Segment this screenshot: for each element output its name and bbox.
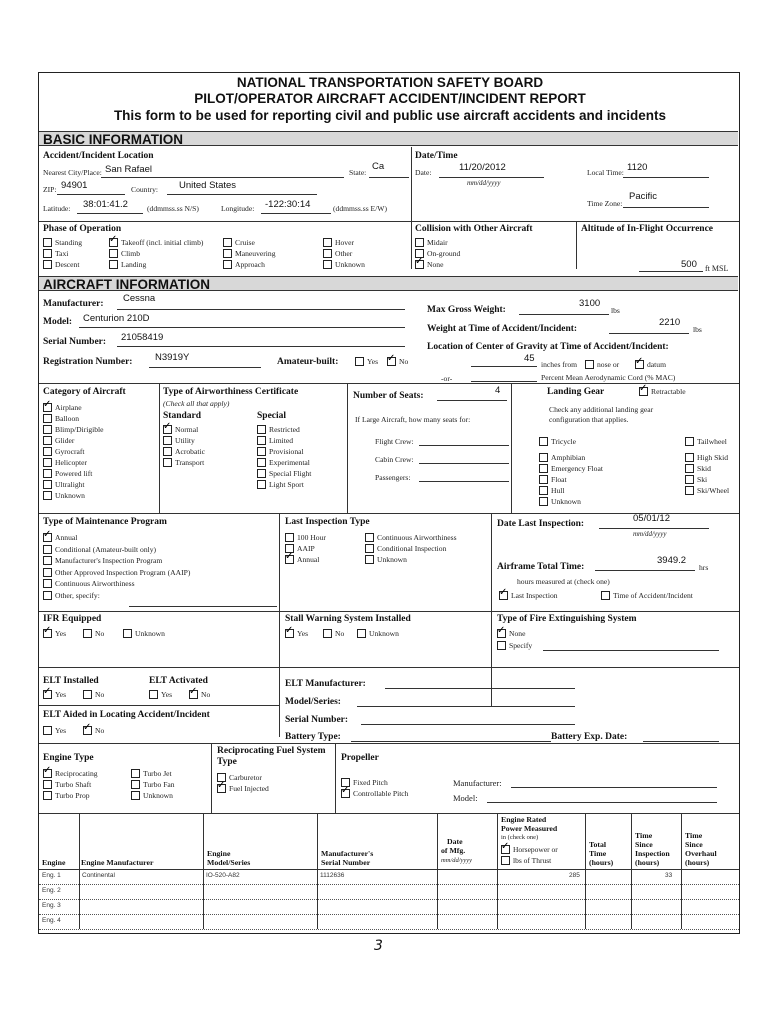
engine-turbo-jet-checkbox[interactable]: Turbo Jet: [131, 769, 172, 778]
page-number: 3: [374, 938, 383, 954]
gear-skid-checkbox[interactable]: Skid: [685, 464, 711, 473]
engine-turbo-fan-checkbox[interactable]: Turbo Fan: [131, 780, 175, 789]
divider-date-insp: [491, 513, 492, 707]
phase-climb-checkbox[interactable]: Climb: [109, 249, 140, 258]
maint-other-approved-inspection-program-aaip-checkbox[interactable]: Other Approved Inspection Program (AAIP): [43, 568, 190, 577]
gear-ski-wheel-checkbox[interactable]: Ski/Wheel: [685, 486, 729, 495]
last-insp-heading: Last Inspection Type: [285, 517, 370, 527]
gear-float-checkbox[interactable]: Float: [539, 475, 567, 484]
weight-value[interactable]: 2210: [659, 317, 681, 328]
localtime-value[interactable]: 1120: [627, 162, 648, 173]
category-unknown-checkbox[interactable]: Unknown: [43, 491, 85, 500]
phase-takeoff-incl-initial-climb-checkbox[interactable]: ✓ Takeoff (incl. initial climb): [109, 238, 203, 247]
engine-turbo-shaft-checkbox[interactable]: Turbo Shaft: [43, 780, 91, 789]
divider-elt-aided: [39, 705, 279, 706]
cg-or: -or-: [441, 374, 453, 383]
special-heading: Special: [257, 411, 287, 421]
last-insp-unknown-checkbox[interactable]: Unknown: [365, 555, 407, 564]
divider-gear: [511, 383, 512, 513]
altitude-unit: ft MSL: [705, 264, 729, 273]
large-aircraft-label: If Large Aircraft, how many seats for:: [355, 415, 471, 424]
th-date-3: mm/dd/yyyy: [441, 857, 473, 864]
cg-from: inches from: [541, 360, 578, 369]
fire-heading: Type of Fire Extinguishing System: [497, 614, 637, 624]
gear-ski-checkbox[interactable]: Ski: [685, 475, 707, 484]
serial-label: Serial Number:: [43, 337, 107, 347]
seats-value[interactable]: 4: [495, 385, 501, 396]
special-provisional-checkbox[interactable]: Provisional: [257, 447, 304, 456]
th-model-1: Engine: [207, 849, 231, 858]
manufacturer-line: [117, 309, 405, 310]
table-cell-model[interactable]: IO-520-A82: [206, 872, 240, 879]
divider-fuel: [211, 743, 212, 813]
lat-value[interactable]: 38:01:41.2: [83, 199, 128, 210]
fire-none-checkbox[interactable]: ✓ None: [497, 629, 525, 638]
category-balloon-checkbox[interactable]: Balloon: [43, 414, 79, 423]
cg-line: [471, 366, 537, 367]
gear-amphibian-checkbox[interactable]: Amphibian: [539, 453, 585, 462]
maint-other-line: [129, 606, 277, 607]
maint-annual-checkbox[interactable]: ✓ Annual: [43, 533, 77, 542]
tz-value[interactable]: Pacific: [629, 191, 657, 202]
weight-unit: lbs: [693, 325, 702, 334]
prop-fixed-pitch-checkbox[interactable]: Fixed Pitch: [341, 778, 388, 787]
date-hint: mm/dd/yyyy: [467, 179, 501, 187]
model-line: [79, 327, 405, 328]
lon-value[interactable]: -122:30:14: [265, 199, 311, 210]
table-cell-mfr[interactable]: Continental: [82, 872, 115, 879]
th-date-1: Date: [447, 837, 463, 846]
th-tso-1: Time: [685, 831, 703, 840]
date-insp-label: Date Last Inspection:: [497, 519, 585, 529]
maint-manufacturer-s-inspection-program-checkbox[interactable]: Manufacturer's Inspection Program: [43, 556, 162, 565]
maint-conditional-amateur-built-only-checkbox[interactable]: Conditional (Amateur-built only): [43, 545, 156, 554]
phase-cruise-checkbox[interactable]: Cruise: [223, 238, 255, 247]
prop-model-line: [487, 802, 717, 803]
stall-no-checkbox[interactable]: No: [323, 629, 344, 638]
altitude-line: [639, 271, 703, 272]
elt-activated-heading: ELT Activated: [149, 676, 208, 686]
th-tso-3: Overhaul: [685, 849, 717, 858]
tz-label: Time Zone:: [587, 199, 623, 208]
elt-aided-yes-checkbox[interactable]: Yes: [43, 726, 66, 735]
lat-line: [77, 213, 143, 214]
report-form: [38, 72, 740, 934]
table-row-line: [39, 914, 739, 915]
localtime-line: [623, 177, 709, 178]
airworth-heading: Type of Airworthiness Certificate: [163, 387, 299, 397]
standard-utility-checkbox[interactable]: Utility: [163, 436, 195, 445]
table-cell-eng: Eng. 4: [42, 917, 61, 924]
prop-controllable-pitch-checkbox[interactable]: ✓ Controllable Pitch: [341, 789, 408, 798]
altitude-value[interactable]: 500: [681, 259, 697, 270]
table-cell-eng: Eng. 1: [42, 872, 61, 879]
th-serial-1: Manufacturer's: [321, 849, 374, 858]
elt-activated-no-checkbox[interactable]: ✓ No: [189, 690, 210, 699]
th-tsi-1: Time: [635, 831, 653, 840]
category-gyrocraft-checkbox[interactable]: Gyrocraft: [43, 447, 85, 456]
table-cell-eng: Eng. 2: [42, 887, 61, 894]
divider-engine: [39, 743, 739, 744]
date-insp-hint: mm/dd/yyyy: [633, 530, 667, 538]
ifr-unknown-checkbox[interactable]: Unknown: [123, 629, 165, 638]
last-insp-100-hour-checkbox[interactable]: 100 Hour: [285, 533, 326, 542]
fuel-heading: Reciprocating Fuel System Type: [217, 746, 326, 767]
registration-line: [149, 367, 261, 368]
elt-model-line: [357, 706, 575, 707]
lon-label: Longitude:: [221, 204, 255, 213]
last-insp-conditional-inspection-checkbox[interactable]: Conditional Inspection: [365, 544, 446, 553]
state-value[interactable]: Ca: [372, 161, 385, 172]
special-experimental-checkbox[interactable]: Experimental: [257, 458, 310, 467]
country-line: [167, 194, 317, 195]
table-row-line: [39, 899, 739, 900]
category-blimp-dirigible-checkbox[interactable]: Blimp/Dirigible: [43, 425, 104, 434]
phase-maneuvering-checkbox[interactable]: Maneuvering: [223, 249, 276, 258]
elt-aided-heading: ELT Aided in Locating Accident/Incident: [43, 710, 210, 720]
th-manufacturer: Engine Manufacturer: [81, 858, 154, 867]
agency-title: NATIONAL TRANSPORTATION SAFETY BOARD: [236, 75, 544, 90]
elt-mfr-line: [385, 688, 575, 689]
th-serial-2: Serial Number: [321, 858, 371, 867]
th-horsepower-checkbox[interactable]: ✓ Horsepower or: [501, 845, 558, 854]
mgw-label: Max Gross Weight:: [427, 305, 506, 315]
date-insp-value[interactable]: 05/01/12: [633, 513, 670, 524]
measured-label: hours measured at (check one): [517, 577, 610, 586]
th-model-2: Model/Series: [207, 858, 251, 867]
serial-line: [117, 346, 405, 347]
engine-type-heading: Engine Type: [43, 753, 94, 763]
form-title: PILOT/OPERATOR AIRCRAFT ACCIDENT/INCIDENT REPORT: [194, 91, 586, 106]
th-tsi-4: (hours): [635, 858, 660, 867]
date-insp-line: [599, 528, 709, 529]
serial-value[interactable]: 21058419: [121, 332, 164, 343]
zip-label: ZIP:: [43, 185, 57, 194]
table-row-line: [39, 929, 739, 930]
divider-elt-mfr: [279, 667, 280, 737]
lat-label: Latitude:: [43, 204, 71, 213]
phase-taxi-checkbox[interactable]: Taxi: [43, 249, 68, 258]
model-value[interactable]: Centurion 210D: [83, 313, 150, 324]
gear-high-skid-checkbox[interactable]: High Skid: [685, 453, 728, 462]
measured-accident-checkbox[interactable]: Time of Accident/Incident: [601, 591, 693, 600]
flight-crew-line: [419, 445, 509, 446]
last-insp-annual-checkbox[interactable]: ✓ Annual: [285, 555, 319, 564]
cg-datum-checkbox[interactable]: ✓ datum: [635, 360, 666, 369]
gear-unknown-checkbox[interactable]: Unknown: [539, 497, 581, 506]
table-column-line: [631, 813, 632, 929]
altitude-heading: Altitude of In-Flight Occurrence: [581, 224, 714, 234]
elt-activated-yes-checkbox[interactable]: Yes: [149, 690, 172, 699]
cg-label: Location of Center of Gravity at Time of Accident/Incident:: [427, 342, 669, 352]
fire-specify-checkbox[interactable]: Specify: [497, 641, 532, 650]
special-light-sport-checkbox[interactable]: Light Sport: [257, 480, 304, 489]
table-column-line: [79, 813, 80, 929]
amateur-no-checkbox[interactable]: ✓ No: [387, 357, 408, 366]
elt-battery-line: [351, 741, 551, 742]
th-total-2: Time: [589, 849, 607, 858]
seats-label: Number of Seats:: [353, 391, 424, 401]
divider-phase: [39, 221, 739, 222]
prop-model-label: Model:: [453, 793, 478, 803]
table-column-line: [437, 813, 438, 929]
phase-heading: Phase of Operation: [43, 224, 122, 234]
elt-mfr-label: ELT Manufacturer:: [285, 679, 366, 689]
cg-value[interactable]: 45: [524, 353, 535, 364]
elt-serial-label: Serial Number:: [285, 715, 349, 725]
divider-basic: [411, 147, 412, 269]
th-power-2: Power Measured: [501, 824, 558, 833]
phase-landing-checkbox[interactable]: Landing: [109, 260, 146, 269]
airframe-line: [595, 570, 695, 571]
th-engine: Engine: [42, 858, 66, 867]
tz-line: [623, 207, 709, 208]
elt-battery-label: Battery Type:: [285, 732, 341, 742]
section-basic-information: BASIC INFORMATION: [39, 131, 738, 146]
city-label: Nearest City/Place:: [43, 168, 102, 177]
prop-mfr-line: [511, 787, 717, 788]
maint-other-specify-checkbox[interactable]: Other, specify:: [43, 591, 100, 600]
special-special-flight-checkbox[interactable]: Special Flight: [257, 469, 311, 478]
special-restricted-checkbox[interactable]: Restricted: [257, 425, 300, 434]
table-column-line: [497, 813, 498, 929]
lat-hint: (ddmmss.ss N/S): [147, 204, 199, 213]
prop-mfr-label: Manufacturer:: [453, 778, 502, 788]
category-airplane-checkbox[interactable]: ✓ Airplane: [43, 403, 82, 412]
elt-installed-heading: ELT Installed: [43, 676, 99, 686]
amateur-label: Amateur-built:: [277, 357, 339, 367]
th-tso-4: (hours): [685, 858, 710, 867]
table-header-bottom: [39, 869, 739, 870]
phase-approach-checkbox[interactable]: Approach: [223, 260, 265, 269]
maint-continuous-airworthiness-checkbox[interactable]: Continuous Airworthiness: [43, 579, 135, 588]
table-column-line: [317, 813, 318, 929]
category-ultralight-checkbox[interactable]: Ultralight: [43, 480, 85, 489]
cabin-crew-label: Cabin Crew:: [375, 455, 414, 464]
fuel-fuel-injected-checkbox[interactable]: ✓ Fuel Injected: [217, 784, 269, 793]
measured-last-insp-checkbox[interactable]: ✓ Last Inspection: [499, 591, 558, 600]
maint-heading: Type of Maintenance Program: [43, 517, 167, 527]
table-cell-serial[interactable]: 1112636: [320, 872, 345, 879]
phase-descent-checkbox[interactable]: Descent: [43, 260, 79, 269]
table-cell-power[interactable]: 285: [569, 872, 580, 879]
table-column-line: [585, 813, 586, 929]
collision-heading: Collision with Other Aircraft: [415, 224, 533, 234]
form-subtitle: This form to be used for reporting civil and public use aircraft accidents and incidents: [113, 108, 667, 123]
th-tsi-2: Since: [635, 840, 653, 849]
datetime-heading: Date/Time: [415, 151, 458, 161]
collision-none-checkbox[interactable]: ✓ None: [415, 260, 443, 269]
table-column-line: [681, 813, 682, 929]
state-line: [369, 177, 409, 178]
ifr-no-checkbox[interactable]: No: [83, 629, 104, 638]
localtime-label: Local Time:: [587, 168, 624, 177]
lon-hint: (ddmmss.ss E/W): [333, 204, 387, 213]
fuel-carburetor-checkbox[interactable]: Carburetor: [217, 773, 262, 782]
elt-exp-line: [643, 741, 719, 742]
category-helicopter-checkbox[interactable]: Helicopter: [43, 458, 87, 467]
propeller-heading: Propeller: [341, 753, 379, 763]
airframe-label: Airframe Total Time:: [497, 562, 585, 572]
zip-line: [57, 194, 125, 195]
th-total-1: Total: [589, 840, 607, 849]
passengers-label: Passengers:: [375, 473, 411, 482]
stall-unknown-checkbox[interactable]: Unknown: [357, 629, 399, 638]
gear-emergency-float-checkbox[interactable]: Emergency Float: [539, 464, 603, 473]
elt-installed-yes-checkbox[interactable]: ✓ Yes: [43, 690, 66, 699]
phase-hover-checkbox[interactable]: Hover: [323, 238, 354, 247]
th-power-3: in (check one): [501, 834, 539, 841]
last-insp-continuous-airworthiness-checkbox[interactable]: Continuous Airworthiness: [365, 533, 457, 542]
mgw-line: [519, 314, 609, 315]
gear-hull-checkbox[interactable]: Hull: [539, 486, 565, 495]
stall-yes-checkbox[interactable]: ✓ Yes: [285, 629, 308, 638]
category-glider-checkbox[interactable]: Glider: [43, 436, 74, 445]
th-date-2: of Mfg.: [441, 846, 466, 855]
location-heading: Accident/Incident Location: [43, 151, 154, 161]
table-top: [39, 813, 739, 814]
special-limited-checkbox[interactable]: Limited: [257, 436, 293, 445]
lon-line: [261, 213, 331, 214]
th-thrust-checkbox[interactable]: lbs of Thrust: [501, 856, 551, 865]
cabin-crew-line: [419, 463, 509, 464]
gear-tailwheel-checkbox[interactable]: Tailwheel: [685, 437, 727, 446]
elt-serial-line: [361, 724, 575, 725]
date-line: [439, 177, 544, 178]
gear-hint-2: configuration that applies.: [549, 415, 629, 424]
engine-turbo-prop-checkbox[interactable]: Turbo Prop: [43, 791, 90, 800]
category-heading: Category of Aircraft: [43, 387, 126, 397]
th-total-3: (hours): [589, 858, 614, 867]
divider-elt: [39, 667, 739, 668]
date-label: Date:: [415, 168, 432, 177]
registration-label: Registration Number:: [43, 357, 133, 367]
divider-altitude: [576, 221, 577, 269]
airframe-value[interactable]: 3949.2: [657, 555, 687, 566]
last-insp-aaip-checkbox[interactable]: AAIP: [285, 544, 315, 553]
elt-aided-no-checkbox[interactable]: ✓ No: [83, 726, 104, 735]
standard-normal-checkbox[interactable]: ✓ Normal: [163, 425, 198, 434]
standard-transport-checkbox[interactable]: Transport: [163, 458, 204, 467]
airframe-unit: hrs: [699, 563, 709, 572]
zip-value[interactable]: 94901: [61, 180, 88, 191]
gear-hint-1: Check any additional landing gear: [549, 405, 654, 414]
standard-heading: Standard: [163, 411, 202, 421]
phase-standing-checkbox[interactable]: Standing: [43, 238, 82, 247]
state-label: State:: [349, 168, 367, 177]
manufacturer-value[interactable]: Cessna: [123, 293, 156, 304]
elt-model-label: Model/Series:: [285, 697, 341, 707]
fire-specify-line: [543, 650, 719, 651]
country-value[interactable]: United States: [179, 180, 237, 191]
elt-exp-label: Battery Exp. Date:: [551, 732, 628, 742]
gear-heading: Landing Gear: [547, 387, 605, 397]
cg-nose-checkbox[interactable]: nose or: [585, 360, 619, 369]
engine-reciprocating-checkbox[interactable]: ✓ Reciprocating: [43, 769, 98, 778]
divider-ifr: [39, 611, 739, 612]
divider-airworth: [159, 383, 160, 513]
table-row-line: [39, 884, 739, 885]
table-cell-eng: Eng. 3: [42, 902, 61, 909]
mac-label: Percent Mean Aerodynamic Cord (% MAC): [541, 373, 676, 382]
city-value[interactable]: San Rafael: [105, 164, 153, 175]
section-aircraft-information: AIRCRAFT INFORMATION: [39, 276, 738, 291]
manufacturer-label: Manufacturer:: [43, 299, 104, 309]
amateur-yes-checkbox[interactable]: Yes: [355, 357, 378, 366]
weight-label: Weight at Time of Accident/Incident:: [427, 324, 578, 334]
stall-heading: Stall Warning System Installed: [285, 614, 411, 624]
ifr-heading: IFR Equipped: [43, 614, 102, 624]
th-tsi-3: Inspection: [635, 849, 670, 858]
elt-installed-no-checkbox[interactable]: No: [83, 690, 104, 699]
divider-category: [39, 383, 739, 384]
engine-unknown-checkbox[interactable]: Unknown: [131, 791, 173, 800]
model-label: Model:: [43, 317, 73, 327]
retractable-checkbox[interactable]: ✓ Retractable: [639, 387, 686, 396]
collision-midair-checkbox[interactable]: Midair: [415, 238, 448, 247]
country-label: Country:: [131, 185, 159, 194]
weight-line: [609, 333, 689, 334]
standard-acrobatic-checkbox[interactable]: Acrobatic: [163, 447, 205, 456]
table-cell-tsi[interactable]: 33: [665, 872, 673, 879]
seats-line: [437, 400, 507, 401]
ifr-yes-checkbox[interactable]: ✓ Yes: [43, 629, 66, 638]
divider-propeller: [335, 743, 336, 813]
phase-unknown-checkbox[interactable]: Unknown: [323, 260, 365, 269]
divider-seats: [347, 383, 348, 513]
mgw-unit: lbs: [611, 306, 620, 315]
airworth-hint: (Check all that apply): [163, 399, 230, 408]
date-value[interactable]: 11/20/2012: [459, 162, 506, 173]
collision-on-ground-checkbox[interactable]: On-ground: [415, 249, 460, 258]
th-power-1: Engine Rated: [501, 815, 547, 824]
mgw-value[interactable]: 3100: [579, 298, 601, 309]
mac-line: [471, 381, 537, 382]
city-line: [101, 177, 344, 178]
phase-other-checkbox[interactable]: Other: [323, 249, 352, 258]
registration-value[interactable]: N3919Y: [155, 352, 190, 363]
table-column-line: [203, 813, 204, 929]
flight-crew-label: Flight Crew:: [375, 437, 414, 446]
th-tso-2: Since: [685, 840, 703, 849]
gear-tricycle-checkbox[interactable]: Tricycle: [539, 437, 576, 446]
passengers-line: [419, 481, 509, 482]
category-powered-lift-checkbox[interactable]: Powered lift: [43, 469, 92, 478]
